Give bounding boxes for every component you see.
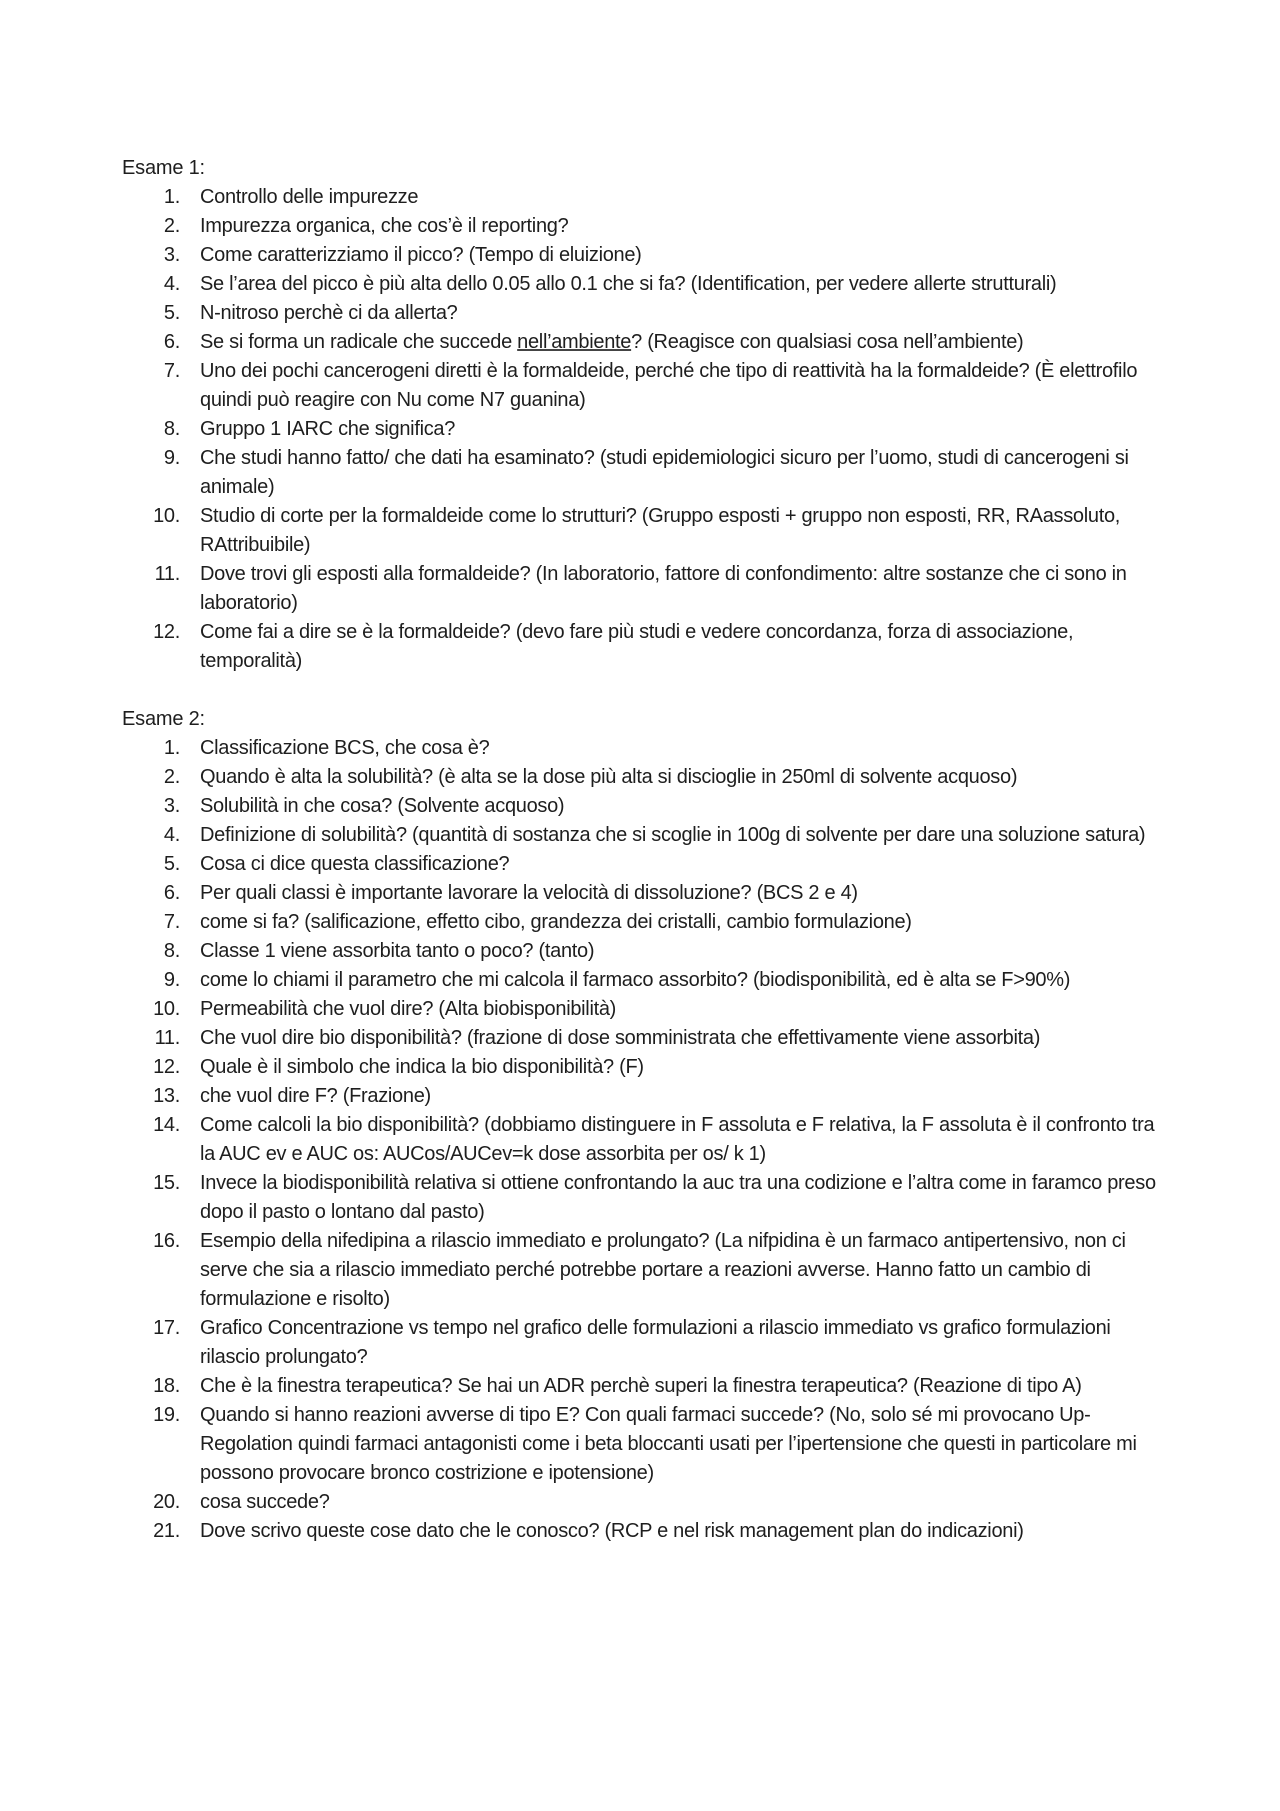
- list-item: [122, 328, 1172, 357]
- list-item: [122, 1401, 1172, 1488]
- item-number: 6.: [163, 331, 180, 353]
- item-number: 12.: [153, 1056, 180, 1078]
- list-item: [122, 1517, 1172, 1546]
- list-item: [122, 1169, 1172, 1227]
- item-text: Come calcoli la bio disponibilità? (dobbiamo distinguere in F assoluta e F relativa, la F assoluta è il confronto tra la AUC ev e AUC os: AUCos/AUCev=k dose assorbita per os/ k 1): [200, 1114, 1155, 1165]
- item-number: 3.: [163, 795, 180, 817]
- item-text: Impurezza organica, che cos’è il reporting?: [200, 215, 569, 237]
- item-text: Quando si hanno reazioni avverse di tipo E? Con quali farmaci succede? (No, solo sé mi provocano Up-Regolation quindi farmaci antagonisti come i beta bloccanti usati per l’ipertensione che questi in particolare mi possono provocare bronco costrizione e ipotensione): [200, 1404, 1137, 1484]
- item-number: 17.: [153, 1317, 180, 1339]
- list-item: [122, 560, 1172, 618]
- item-text: Che è la finestra terapeutica? Se hai un ADR perchè superi la finestra terapeutica? (Reazione di tipo A): [200, 1375, 1082, 1397]
- item-text: Classificazione BCS, che cosa è?: [200, 737, 490, 759]
- item-text: Classe 1 viene assorbita tanto o poco? (tanto): [200, 940, 595, 962]
- item-number: 9.: [163, 969, 180, 991]
- exam2-title: Esame 2:: [122, 708, 205, 730]
- underlined-term: nell’ambiente: [517, 331, 632, 353]
- item-text: Uno dei pochi cancerogeni diretti è la formaldeide, perché che tipo di reattività ha la formaldeide? (È elettrofilo quindi può reagire con Nu come N7 guanina): [200, 360, 1138, 411]
- item-text: Solubilità in che cosa? (Solvente acquoso): [200, 795, 565, 817]
- item-number: 4.: [163, 824, 180, 846]
- item-text: come lo chiami il parametro che mi calcola il farmaco assorbito? (biodisponibilità, ed è alta se F>90%): [200, 969, 1071, 991]
- item-text: Grafico Concentrazione vs tempo nel grafico delle formulazioni a rilascio immediato vs grafico formulazioni rilascio prolungato?: [200, 1317, 1111, 1368]
- item-number: 10.: [153, 998, 180, 1020]
- item-number: 11.: [154, 1027, 180, 1049]
- item-text: Dove scrivo queste cose dato che le conosco? (RCP e nel risk management plan do indicazioni): [200, 1520, 1024, 1542]
- item-number: 8.: [163, 418, 180, 440]
- item-text: Dove trovi gli esposti alla formaldeide? (In laboratorio, fattore di confondimento: altre sostanze che ci sono in laboratorio): [200, 563, 1127, 614]
- item-number: 19.: [153, 1404, 180, 1426]
- item-number: 1.: [163, 186, 180, 208]
- list-item: [122, 502, 1172, 560]
- section-gap: [122, 676, 1172, 705]
- list-item: [122, 357, 1172, 415]
- list-item: [122, 792, 1172, 821]
- list-item: [122, 734, 1172, 763]
- exam2-question-list: [122, 734, 1172, 1546]
- item-number: 15.: [153, 1172, 180, 1194]
- item-text-pre: Se si forma un radicale che succede: [200, 331, 518, 353]
- item-text: Che vuol dire bio disponibilità? (frazione di dose somministrata che effettivamente viene assorbita): [200, 1027, 1041, 1049]
- list-item: [122, 415, 1172, 444]
- list-item: [122, 241, 1172, 270]
- item-number: 7.: [163, 911, 180, 933]
- document-page: [122, 154, 1172, 1546]
- list-item: [122, 1372, 1172, 1401]
- item-number: 5.: [163, 302, 180, 324]
- item-text: Che studi hanno fatto/ che dati ha esaminato? (studi epidemiologici sicuro per l’uomo, studi di cancerogeni si animale): [200, 447, 1129, 498]
- list-item: [122, 966, 1172, 995]
- exam1-question-list: [122, 183, 1172, 676]
- list-item: [122, 908, 1172, 937]
- item-text: Come fai a dire se è la formaldeide? (devo fare più studi e vedere concordanza, forza di associazione, temporalità): [200, 621, 1074, 672]
- item-number: 14.: [153, 1114, 180, 1136]
- item-number: 16.: [153, 1230, 180, 1252]
- list-item: [122, 299, 1172, 328]
- item-text: cosa succede?: [200, 1491, 330, 1513]
- item-number: 4.: [163, 273, 180, 295]
- item-number: 10.: [153, 505, 180, 527]
- item-text: Controllo delle impurezze: [200, 186, 419, 208]
- list-item: [122, 879, 1172, 908]
- list-item: [122, 183, 1172, 212]
- item-text: Studio di corte per la formaldeide come lo strutturi? (Gruppo esposti + gruppo non esposti, RR, RAassoluto, RAttribuibile): [200, 505, 1121, 556]
- item-text: Gruppo 1 IARC che significa?: [200, 418, 456, 440]
- item-number: 21.: [153, 1520, 180, 1542]
- item-text: Come caratterizziamo il picco? (Tempo di eluizione): [200, 244, 642, 266]
- item-number: 13.: [153, 1085, 180, 1107]
- list-item: [122, 1314, 1172, 1372]
- item-number: 11.: [154, 563, 180, 585]
- item-text: Quale è il simbolo che indica la bio disponibilità? (F): [200, 1056, 644, 1078]
- item-number: 1.: [163, 737, 180, 759]
- item-text: come si fa? (salificazione, effetto cibo, grandezza dei cristalli, cambio formulazione): [200, 911, 912, 933]
- item-text: Se l’area del picco è più alta dello 0.05 allo 0.1 che si fa? (Identification, per vedere allerte strutturali): [200, 273, 1057, 295]
- list-item: [122, 618, 1172, 676]
- exam1-title: Esame 1:: [122, 157, 205, 179]
- item-text: Permeabilità che vuol dire? (Alta biobisponibilità): [200, 998, 617, 1020]
- item-text: [200, 328, 1172, 357]
- item-number: 9.: [163, 447, 180, 469]
- item-number: 3.: [163, 244, 180, 266]
- list-item: [122, 1024, 1172, 1053]
- item-number: 12.: [153, 621, 180, 643]
- list-item: [122, 1488, 1172, 1517]
- list-item: [122, 1227, 1172, 1314]
- item-number: 6.: [163, 882, 180, 904]
- list-item: [122, 937, 1172, 966]
- list-item: [122, 1053, 1172, 1082]
- list-item: [122, 444, 1172, 502]
- item-text: che vuol dire F? (Frazione): [200, 1085, 431, 1107]
- item-number: 2.: [163, 215, 180, 237]
- item-number: 18.: [153, 1375, 180, 1397]
- item-text: Invece la biodisponibilità relativa si ottiene confrontando la auc tra una codizione e l’altra come in faramco preso dopo il pasto o lontano dal pasto): [200, 1172, 1156, 1223]
- item-text: Per quali classi è importante lavorare la velocità di dissoluzione? (BCS 2 e 4): [200, 882, 858, 904]
- item-text: Definizione di solubilità? (quantità di sostanza che si scoglie in 100g di solvente per dare una soluzione satura): [200, 824, 1146, 846]
- list-item: [122, 850, 1172, 879]
- item-number: 5.: [163, 853, 180, 875]
- item-number: 7.: [163, 360, 180, 382]
- item-number: 20.: [153, 1491, 180, 1513]
- item-text: Quando è alta la solubilità? (è alta se la dose più alta si discioglie in 250ml di solvente acquoso): [200, 766, 1018, 788]
- item-text-post: ? (Reagisce con qualsiasi cosa nell’ambiente): [631, 331, 1024, 353]
- list-item: [122, 212, 1172, 241]
- list-item: [122, 1082, 1172, 1111]
- list-item: [122, 763, 1172, 792]
- item-text: N-nitroso perchè ci da allerta?: [200, 302, 458, 324]
- list-item: [122, 821, 1172, 850]
- list-item: [122, 1111, 1172, 1169]
- item-number: 8.: [163, 940, 180, 962]
- item-text: Esempio della nifedipina a rilascio immediato e prolungato? (La nifpidina è un farmaco antipertensivo, non ci serve che sia a rilascio immediato perché potrebbe portare a reazioni avverse. Hanno fatto un cambio di formulazione e risolto): [200, 1230, 1126, 1310]
- list-item: [122, 995, 1172, 1024]
- item-number: 2.: [163, 766, 180, 788]
- list-item: [122, 270, 1172, 299]
- item-text: Cosa ci dice questa classificazione?: [200, 853, 510, 875]
